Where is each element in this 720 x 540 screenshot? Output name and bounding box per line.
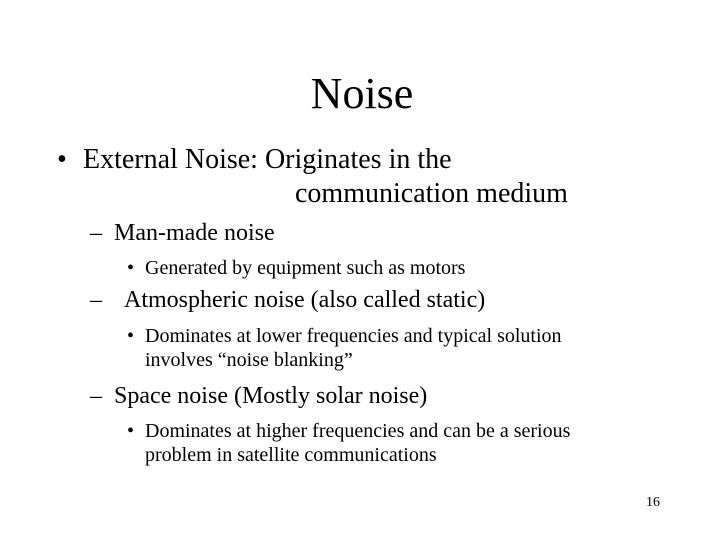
slide-title <box>0 68 720 120</box>
sub-point-atmospheric <box>90 286 485 314</box>
bullet-icon: • <box>57 144 67 175</box>
detail-text <box>145 256 685 280</box>
sub-point-man-made <box>90 219 275 247</box>
sub-point-label: Man-made noise <box>114 220 275 246</box>
detail-line: problem in satellite communications <box>145 444 437 466</box>
slide-title-text: Noise <box>310 69 414 118</box>
sub-point-space <box>90 382 427 410</box>
detail-line: involves “noise blanking” <box>145 349 353 371</box>
detail-line: Dominates at lower frequencies and typical solution <box>145 325 562 347</box>
bullet-icon: • <box>127 325 135 347</box>
detail-line: Dominates at higher frequencies and can be a serious <box>145 420 571 442</box>
dash-icon: – <box>90 383 102 409</box>
main-bullet-line-2: communication medium <box>295 178 568 209</box>
dash-icon: – <box>90 220 102 246</box>
sub-point-label: Atmospheric noise (also called static) <box>124 287 486 313</box>
detail-line: Generated by equipment such as motors <box>145 257 466 279</box>
bullet-icon: • <box>127 257 135 279</box>
page-number: 16 <box>646 495 660 510</box>
detail-text <box>145 324 685 372</box>
bullet-icon: • <box>127 420 135 442</box>
detail-text <box>145 419 685 467</box>
main-bullet-line-1: External Noise: Originates in the <box>83 144 452 175</box>
sub-point-label: Space noise (Mostly solar noise) <box>114 383 428 409</box>
dash-icon: – <box>90 287 102 313</box>
